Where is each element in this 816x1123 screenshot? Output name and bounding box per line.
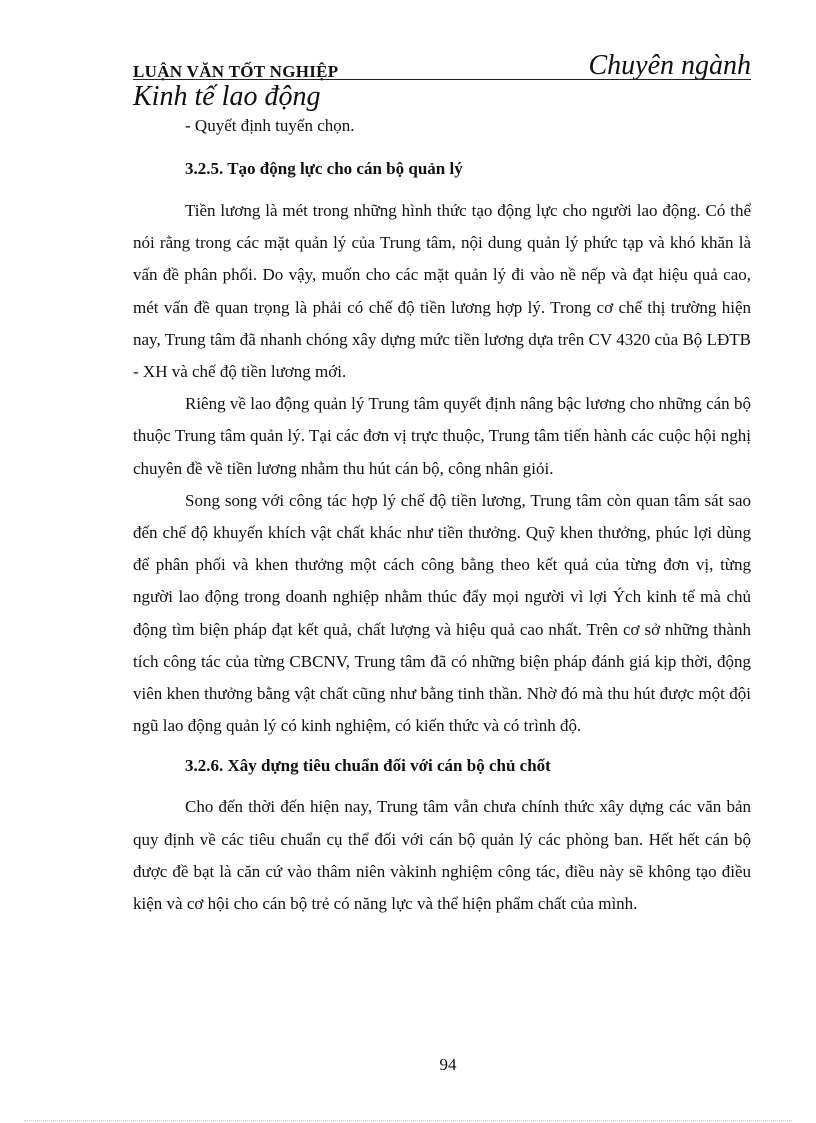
page-header <box>133 50 751 80</box>
thesis-label: LUẬN VĂN TỐT NGHIỆP <box>133 62 339 81</box>
paragraph-salary-motivation: Tiền lương là mét trong những hình thức tạo động lực cho người lao động. Có thể nói rằng trong các mặt quản lý của Trung tâm, nội dung quản lý phức tạp và khó khăn là vấn đề phân phối. Do vậy, muốn cho các mặt quản lý đi vào nề nếp và đạt hiệu quả cao, mét vấn đề quan trọng là phải có chế độ tiền lương hợp lý. Trong cơ chế thị trường hiện nay, Trung tâm đã nhanh chóng xây dựng mức tiền lương dựa trên CV 4320 của Bộ LĐTB - XH và chế độ tiền lương mới. <box>133 201 751 382</box>
document-body <box>133 114 751 920</box>
paragraph-key-staff-standards: Cho đến thời đến hiện nay, Trung tâm vẫn chưa chính thức xây dựng các văn bản quy định về các tiêu chuẩn cụ thể đối với cán bộ quản lý các phòng ban. Hết hết cán bộ được đề bạt là căn cứ vào thâm niên vàkinh nghiệm công tác, điều này sẽ không tạo điều kiện và cơ hội cho cán bộ trẻ có năng lực và thể hiện phẩm chất của mình. <box>133 797 751 914</box>
major-label: Chuyên ngành <box>588 50 751 81</box>
major-name: Kinh tế lao động <box>133 81 321 112</box>
header-rule <box>133 79 751 80</box>
section-heading-3-2-6: 3.2.6. Xây dựng tiêu chuẩn đối với cán bộ chủ chốt <box>185 756 551 776</box>
page-edge-divider <box>24 1120 792 1121</box>
section-heading-3-2-5: 3.2.5. Tạo động lực cho cán bộ quản lý <box>185 159 463 178</box>
list-item-selection-decision: - Quyết định tuyển chọn. <box>185 116 355 135</box>
paragraph-management-raise: Riêng về lao động quản lý Trung tâm quyết định nâng bậc lương cho những cán bộ thuộc Trung tâm quản lý. Tại các đơn vị trực thuộc, Trung tâm tiến hành các cuộc hội nghị chuyên đề về tiền lương nhằm thu hút cán bộ, công nhân giỏi. <box>133 394 751 478</box>
page-number: 94 <box>439 1055 457 1074</box>
paragraph-material-incentives: Song song với công tác hợp lý chế độ tiền lương, Trung tâm còn quan tâm sát sao đến chế độ khuyến khích vật chất khác như tiền thưởng. Quỹ khen thưởng, phúc lợi dùng để phân phối và khen thưởng một cách công bằng theo kết quả của từng đơn vị, từng người lao động trong doanh nghiệp nhằm thúc đẩy mọi người vì lợi Ých kinh tế mà chủ động tìm biện pháp đạt kết quả, chất lượng và hiệu quả cao nhất. Trên cơ sở những thành tích công tác của từng CBCNV, Trung tâm đã có những biện pháp đánh giá kịp thời, động viên khen thưởng bằng vật chất cũng như bằng tinh thần. Nhờ đó mà thu hút được một đội ngũ lao động quản lý có kinh nghiệm, có kiến thức và có trình độ. <box>133 490 751 736</box>
